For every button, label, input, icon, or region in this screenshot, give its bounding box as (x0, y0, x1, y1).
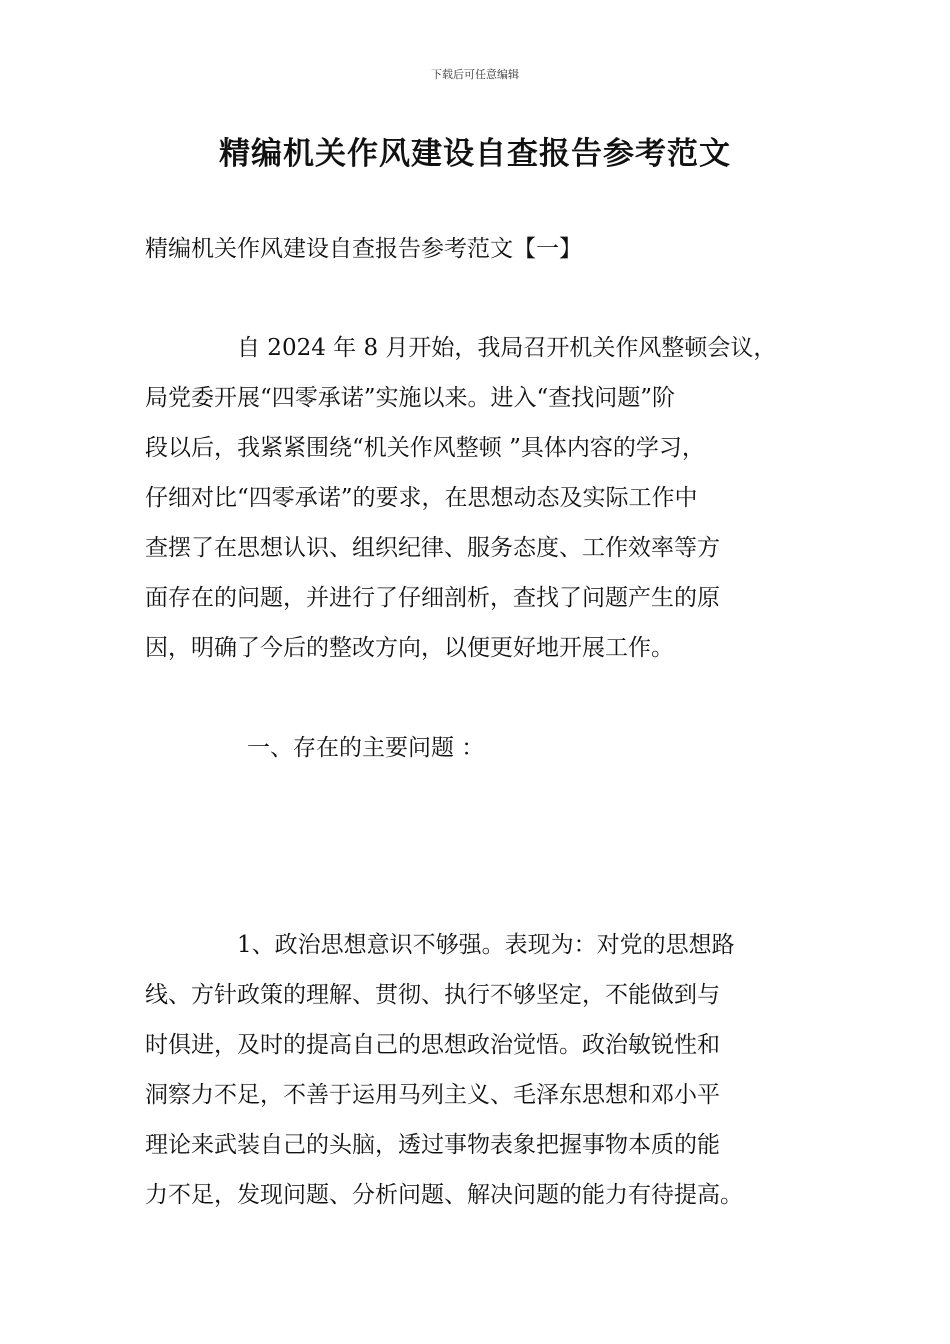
document-title: 精编机关作风建设自查报告参考范文 (219, 136, 731, 172)
document-subtitle: 精编机关作风建设自查报告参考范文【一】 (145, 236, 582, 262)
paragraph-line: 仔细对比“四零承诺”的要求，在思想动态及实际工作中 (145, 485, 698, 511)
paragraph-line: 理论来武装自己的头脑，透过事物表象把握事物本质的能 (145, 1132, 720, 1158)
paragraph-line: 时俱进，及时的提高自己的思想政治觉悟。政治敏锐性和 (145, 1032, 720, 1058)
paragraph-line: 局党委开展“四零承诺”实施以来。进入“查找问题”阶 (145, 385, 676, 411)
paragraph-line: 线、方针政策的理解、贯彻、执行不够坚定，不能做到与 (145, 982, 720, 1008)
paragraph-line: 查摆了在思想认识、组织纪律、服务态度、工作效率等方 (145, 535, 720, 561)
paragraph-line: 段以后，我紧紧围绕“机关作风整顿 ”具体内容的学习， (145, 435, 705, 461)
paragraph-line: 自 2024 年 8 月开始，我局召开机关作风整顿会议， (145, 335, 777, 361)
section-heading: 一、存在的主要问题 ： (247, 735, 485, 761)
paragraph-line: 1、政治思想意识不够强。表现为：对党的思想路 (145, 932, 735, 958)
paragraph-line: 因，明确了今后的整改方向，以便更好地开展工作。 (145, 635, 674, 661)
intro-paragraph (145, 323, 815, 673)
header-note: 下载后可任意编辑 (431, 68, 519, 81)
paragraph-line: 面存在的问题，并进行了仔细剖析，查找了问题产生的原 (145, 585, 720, 611)
issue-paragraph (145, 920, 815, 1220)
paragraph-line: 洞察力不足，不善于运用马列主义、毛泽东思想和邓小平 (145, 1082, 720, 1108)
paragraph-line: 力不足，发现问题、分析问题、解决问题的能力有待提高。 (145, 1182, 743, 1208)
